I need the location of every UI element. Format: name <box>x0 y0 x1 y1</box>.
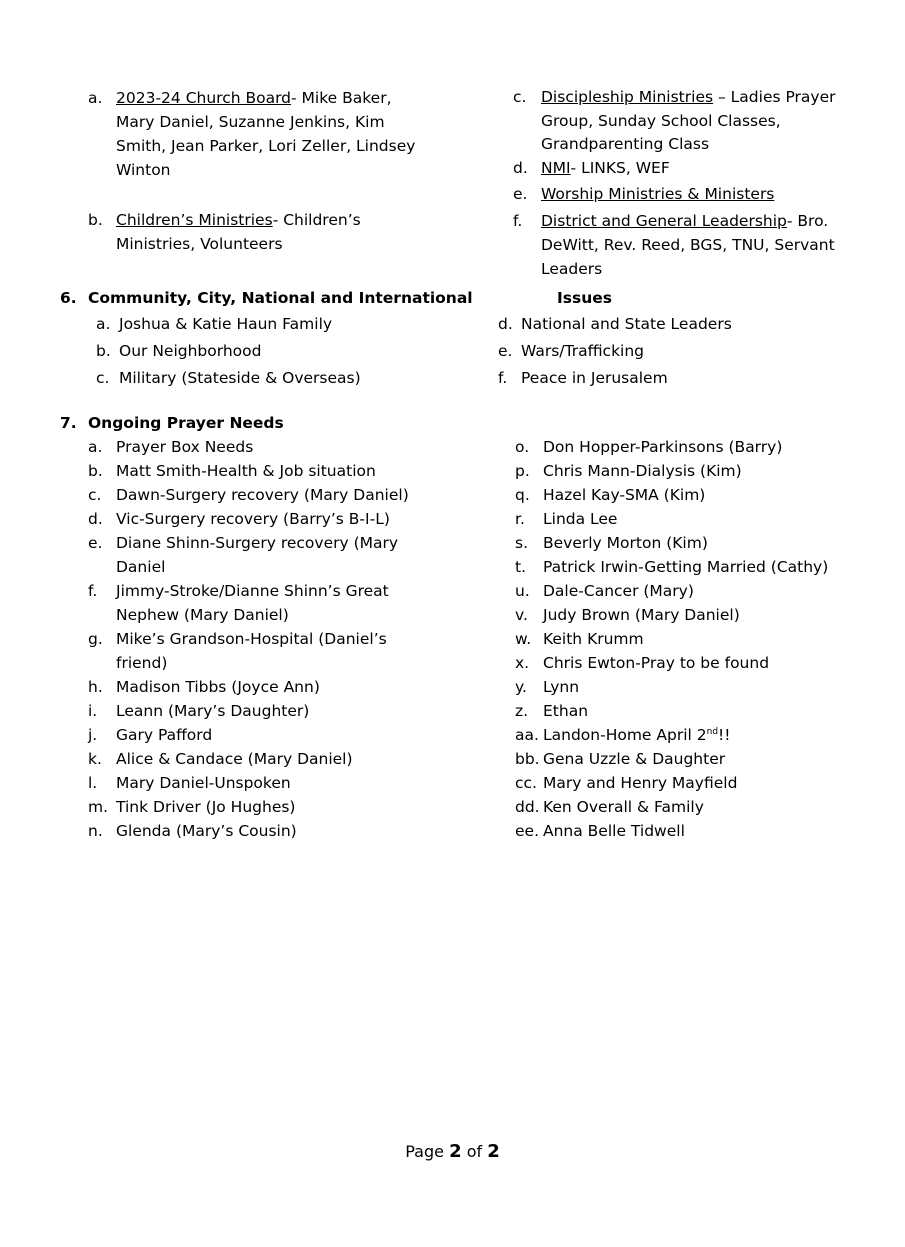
item-label: t. <box>515 558 527 576</box>
item-text: Wars/Trafficking <box>521 342 645 360</box>
list-item <box>88 86 428 182</box>
list-item <box>88 531 418 579</box>
item-label: v. <box>515 606 528 624</box>
item-label: j. <box>88 726 98 744</box>
discipleship-text: Discipleship Ministries <box>541 88 714 106</box>
item-label: m. <box>88 798 109 816</box>
list-item <box>515 579 875 603</box>
item-label: a. <box>88 89 103 107</box>
item-text: Peace in Jerusalem <box>521 369 668 387</box>
item-text: - Bro. DeWitt, Rev. Reed, BGS, TNU, Servant Leaders <box>541 212 835 278</box>
item-text: Tink Driver (Jo Hughes) <box>116 798 296 816</box>
item-label: b. <box>96 342 111 360</box>
item-label: f. <box>88 582 98 600</box>
item-text: Lynn <box>543 678 580 696</box>
item-text: – Ladies Prayer Group, Sunday School Classes, Grandparenting Class <box>541 88 836 153</box>
list-item <box>515 771 875 795</box>
item-label: k. <box>88 750 102 768</box>
list-item <box>515 675 875 699</box>
nmi-text: NMI <box>541 159 571 177</box>
item-text: Dawn-Surgery recovery (Mary Daniel) <box>116 486 409 504</box>
list-item <box>515 627 875 651</box>
item-label: f. <box>513 212 523 230</box>
item-text: Glenda (Mary’s Cousin) <box>116 822 297 840</box>
item-text: Diane Shinn-Surgery recovery (Mary Daniel <box>116 534 399 576</box>
section-7-number: 7. <box>60 414 77 432</box>
item-text: Ethan <box>543 702 589 720</box>
list-item <box>88 579 418 627</box>
list-item <box>515 651 875 675</box>
section-6-number: 6. <box>60 289 77 307</box>
prayer-needs-left-list <box>88 435 418 843</box>
footer-of-label: of <box>466 1142 483 1161</box>
list-item <box>515 795 875 819</box>
item-label: a. <box>96 315 111 333</box>
list-item <box>88 627 418 675</box>
item-label: a. <box>88 438 103 456</box>
item-text: Mary and Henry Mayfield <box>543 774 738 792</box>
item-label: d. <box>513 159 528 177</box>
list-item <box>96 366 361 390</box>
list-item <box>513 209 843 281</box>
item-text: Ken Overall & Family <box>543 798 704 816</box>
list-item <box>513 86 843 157</box>
item-text: Keith Krumm <box>543 630 644 648</box>
item-label: b. <box>88 462 103 480</box>
item-label: q. <box>515 486 530 504</box>
list-item <box>515 723 875 747</box>
list-item <box>88 435 418 459</box>
list-item <box>515 483 875 507</box>
list-item <box>88 699 418 723</box>
list-item <box>88 747 418 771</box>
ordinal-suffix: nd <box>706 727 719 737</box>
item-text: Our Neighborhood <box>119 342 262 360</box>
section-6-title-end: Issues <box>557 289 612 307</box>
item-label: r. <box>515 510 525 528</box>
item-text: Don Hopper-Parkinsons (Barry) <box>543 438 783 456</box>
list-item <box>515 507 875 531</box>
item-label: e. <box>88 534 103 552</box>
list-item <box>88 795 418 819</box>
board-link-text: 2023-24 Church Board <box>116 89 292 107</box>
item-text: Mike’s Grandson-Hospital (Daniel’s friend) <box>116 630 387 672</box>
item-text-end: !! <box>718 726 731 744</box>
list-item <box>515 531 875 555</box>
item-label: w. <box>515 630 532 648</box>
list-item <box>96 339 261 363</box>
item-label: n. <box>88 822 103 840</box>
item-label: cc. <box>515 774 537 792</box>
list-item <box>515 699 875 723</box>
section-7-title: Ongoing Prayer Needs <box>88 414 284 432</box>
item-text: Gary Pafford <box>116 726 213 744</box>
item-label: p. <box>515 462 530 480</box>
item-label: d. <box>498 315 513 333</box>
list-item <box>88 723 418 747</box>
item-label: s. <box>515 534 529 552</box>
list-item <box>88 675 418 699</box>
item-text: Landon-Home April 2 <box>543 726 707 744</box>
item-text: Beverly Morton (Kim) <box>543 534 708 552</box>
item-label: e. <box>498 342 513 360</box>
item-text: - LINKS, WEF <box>570 159 670 177</box>
item-label: d. <box>88 510 103 528</box>
list-item <box>515 819 875 843</box>
worship-text: Worship Ministries & Ministers <box>541 185 775 203</box>
list-item <box>513 156 843 180</box>
total-page-count: 2 <box>487 1141 500 1162</box>
list-item <box>498 312 732 336</box>
list-item <box>515 603 875 627</box>
list-item <box>88 208 428 256</box>
item-text: Judy Brown (Mary Daniel) <box>543 606 740 624</box>
list-item <box>515 747 875 771</box>
item-label: aa. <box>515 726 539 744</box>
item-text: Joshua & Katie Haun Family <box>119 315 333 333</box>
item-label: o. <box>515 438 530 456</box>
item-label: c. <box>96 369 110 387</box>
item-text: Dale-Cancer (Mary) <box>543 582 694 600</box>
item-label: y. <box>515 678 527 696</box>
item-label: h. <box>88 678 103 696</box>
list-item <box>498 339 644 363</box>
item-text: Leann (Mary’s Daughter) <box>116 702 310 720</box>
list-item <box>513 182 843 206</box>
section-6-title: Community, City, National and International <box>88 289 473 307</box>
item-text: Prayer Box Needs <box>116 438 254 456</box>
list-item <box>515 459 875 483</box>
item-label: c. <box>513 88 527 106</box>
item-label: l. <box>88 774 98 792</box>
list-item <box>88 819 418 843</box>
list-item <box>515 555 875 579</box>
item-label: bb. <box>515 750 540 768</box>
item-text: Alice & Candace (Mary Daniel) <box>116 750 353 768</box>
item-label: dd. <box>515 798 540 816</box>
item-text: Anna Belle Tidwell <box>543 822 685 840</box>
item-label: i. <box>88 702 98 720</box>
item-label: g. <box>88 630 103 648</box>
item-label: x. <box>515 654 530 672</box>
list-item <box>88 459 418 483</box>
childrens-ministries-text: Children’s Ministries <box>116 211 273 229</box>
footer-page-label: Page <box>405 1142 444 1161</box>
list-item <box>88 483 418 507</box>
prayer-needs-right-list <box>515 435 875 843</box>
item-label: u. <box>515 582 530 600</box>
item-label: e. <box>513 185 528 203</box>
list-item <box>88 771 418 795</box>
item-label: ee. <box>515 822 539 840</box>
item-text: Matt Smith-Health & Job situation <box>116 462 376 480</box>
item-text: Gena Uzzle & Daughter <box>543 750 726 768</box>
list-item <box>515 435 875 459</box>
item-text: Madison Tibbs (Joyce Ann) <box>116 678 320 696</box>
item-text: Hazel Kay-SMA (Kim) <box>543 486 706 504</box>
item-label: f. <box>498 369 508 387</box>
item-label: b. <box>88 211 103 229</box>
item-text: Chris Mann-Dialysis (Kim) <box>543 462 742 480</box>
current-page-number: 2 <box>449 1141 462 1162</box>
list-item <box>498 366 668 390</box>
page-number-footer <box>0 1141 905 1162</box>
item-label: z. <box>515 702 529 720</box>
item-text: - Mike Baker, Mary Daniel, Suzanne Jenkins, Kim Smith, Jean Parker, Lori Zeller, Lindsey Winton <box>116 89 416 179</box>
item-text: Chris Ewton-Pray to be found <box>543 654 770 672</box>
item-text: Patrick Irwin-Getting Married (Cathy) <box>543 558 829 576</box>
item-text: - Children’s Ministries, Volunteers <box>116 211 361 253</box>
item-text: Vic-Surgery recovery (Barry’s B-I-L) <box>116 510 390 528</box>
list-item <box>88 507 418 531</box>
leadership-text: District and General Leadership <box>541 212 787 230</box>
item-text: Mary Daniel-Unspoken <box>116 774 291 792</box>
item-text: National and State Leaders <box>521 315 732 333</box>
item-label: c. <box>88 486 102 504</box>
item-text: Linda Lee <box>543 510 618 528</box>
item-text: Jimmy-Stroke/Dianne Shinn’s Great Nephew (Mary Daniel) <box>116 582 389 624</box>
list-item <box>96 312 332 336</box>
item-text: Military (Stateside & Overseas) <box>119 369 361 387</box>
